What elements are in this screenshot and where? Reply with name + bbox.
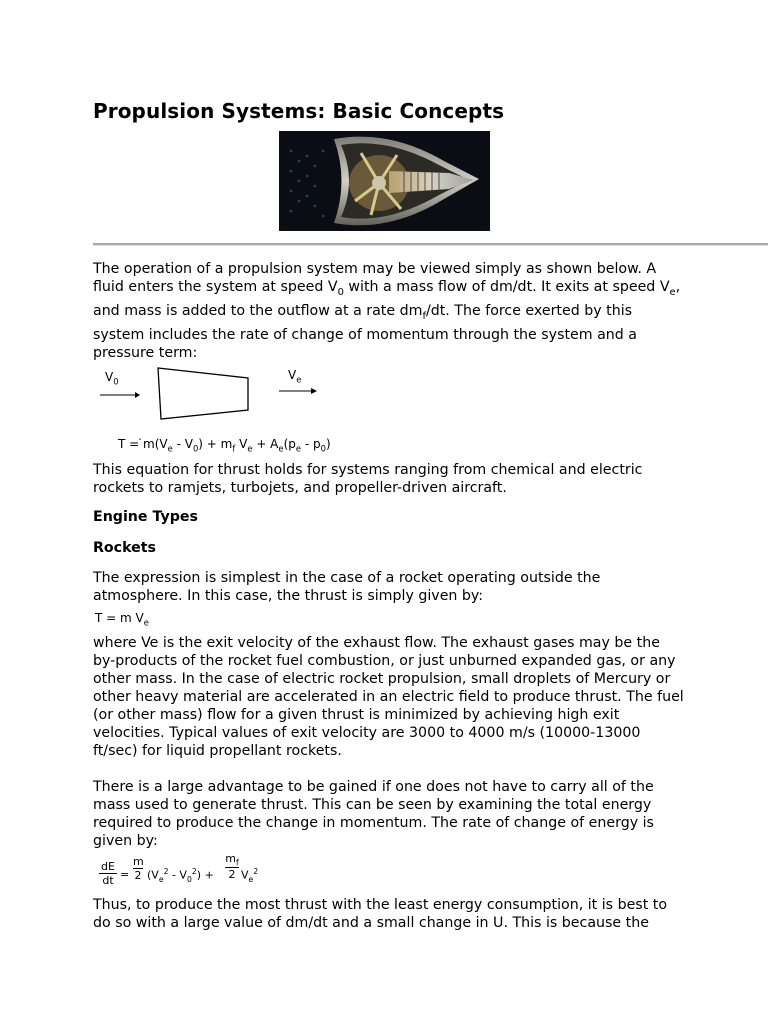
intro-line-5: pressure term:: [93, 344, 198, 361]
jet-engine-illustration: [279, 131, 490, 231]
intro-line-3b: /dt. The force exerted by this: [425, 302, 633, 319]
sub-0: 0: [337, 286, 344, 298]
after-equation-paragraph: [93, 461, 693, 497]
diagram-shapes: [95, 360, 335, 430]
intro-line-1: The operation of a propulsion system may be viewed simply as shown below. A: [93, 261, 657, 277]
rockets-p4-line-1: Thus, to produce the most thrust with the least energy consumption, it is best to: [93, 897, 668, 913]
rockets-p2-line-7: ft/sec) for liquid propellant rockets.: [93, 743, 342, 759]
rocket-thrust-equation: T = m $V_e$: [95, 611, 149, 628]
thrust-equation: $T = m(V_e - V_0) + m_f$ $V_e + A_e(p_e - p_0)$: [118, 437, 331, 454]
rockets-p3-line-1: There is a large advantage to be gained if one does not have to carry all of the: [93, 779, 654, 795]
rockets-paragraph-3: [93, 778, 693, 850]
system-box: [158, 368, 248, 419]
intro-line-2b: with a mass flow of dm/dt. It exits at speed V: [343, 279, 670, 295]
heading-rockets: Rockets: [93, 540, 156, 556]
rockets-p3-line-3: required to produce the change in momentum. The rate of change of energy is: [93, 815, 654, 831]
rockets-p2-line-1: where Ve is the exit velocity of the exhaust flow. The exhaust gases may be the: [93, 635, 660, 651]
sub-e: e: [669, 286, 676, 298]
after-eq-line-1: This equation for thrust holds for systems ranging from chemical and electric: [93, 462, 643, 478]
rockets-p2-line-2: by-products of the rocket fuel combustion, or just unburned expanded gas, or any: [93, 653, 676, 669]
sub-f: f: [422, 310, 426, 322]
intro-line-2a: fluid enters the system at speed V: [93, 279, 338, 295]
energy-eq-ve2: $V_e^2$: [241, 867, 259, 884]
after-eq-line-2: rockets to ramjets, turbojets, and propeller-driven aircraft.: [93, 480, 507, 496]
propulsion-diagram: [95, 360, 335, 430]
energy-eq-middle: $(V_e^2 - V_0^2)$ +: [147, 867, 214, 884]
inflow-arrowhead: [135, 392, 140, 398]
rockets-p3-line-4: given by:: [93, 833, 158, 849]
rockets-paragraph-4: [93, 896, 693, 932]
page-title: Propulsion Systems: Basic Concepts: [93, 99, 505, 123]
rockets-p1-line-1: The expression is simplest in the case of a rocket operating outside the: [93, 570, 601, 586]
ve-label: $V_e$: [288, 368, 302, 385]
rockets-paragraph-1: [93, 569, 693, 605]
intro-paragraph: [93, 260, 693, 362]
rockets-p2-line-4: other heavy material are accelerated in an electric field to produce thrust. The fuel: [93, 689, 684, 705]
outflow-arrowhead: [311, 388, 317, 394]
rockets-p4-line-2: do so with a large value of dm/dt and a small change in U. This is because the: [93, 915, 649, 931]
rockets-p2-line-3: other mass. In the case of electric rocket propulsion, small droplets of Mercury or: [93, 671, 671, 687]
intro-line-2c: ,: [675, 279, 681, 295]
intro-line-3a: and mass is added to the outflow at a rate dm: [93, 302, 423, 319]
intro-line-4: system includes the rate of change of momentum through the system and a: [93, 326, 637, 343]
heading-engine-types: Engine Types: [93, 509, 198, 525]
jet-engine-image: [279, 131, 490, 231]
energy-equation: dE dt = m 2 $(V_e^2 - V_0^2)$ + $m_f$ 2 $V_e^2$: [95, 852, 275, 892]
rockets-p1-line-2: atmosphere. In this case, the thrust is simply given by:: [93, 588, 484, 604]
rockets-p2-line-5: (or other mass) flow for a given thrust is minimized by achieving high exit: [93, 707, 620, 723]
rockets-paragraph-2: [93, 634, 693, 760]
v0-label: $V_0$: [105, 370, 119, 387]
horizontal-divider: [93, 243, 768, 246]
rockets-p2-line-6: velocities. Typical values of exit velocity are 3000 to 4000 m/s (10000-13000: [93, 725, 641, 741]
rockets-p3-line-2: mass used to generate thrust. This can be seen by examining the total energy: [93, 797, 652, 813]
